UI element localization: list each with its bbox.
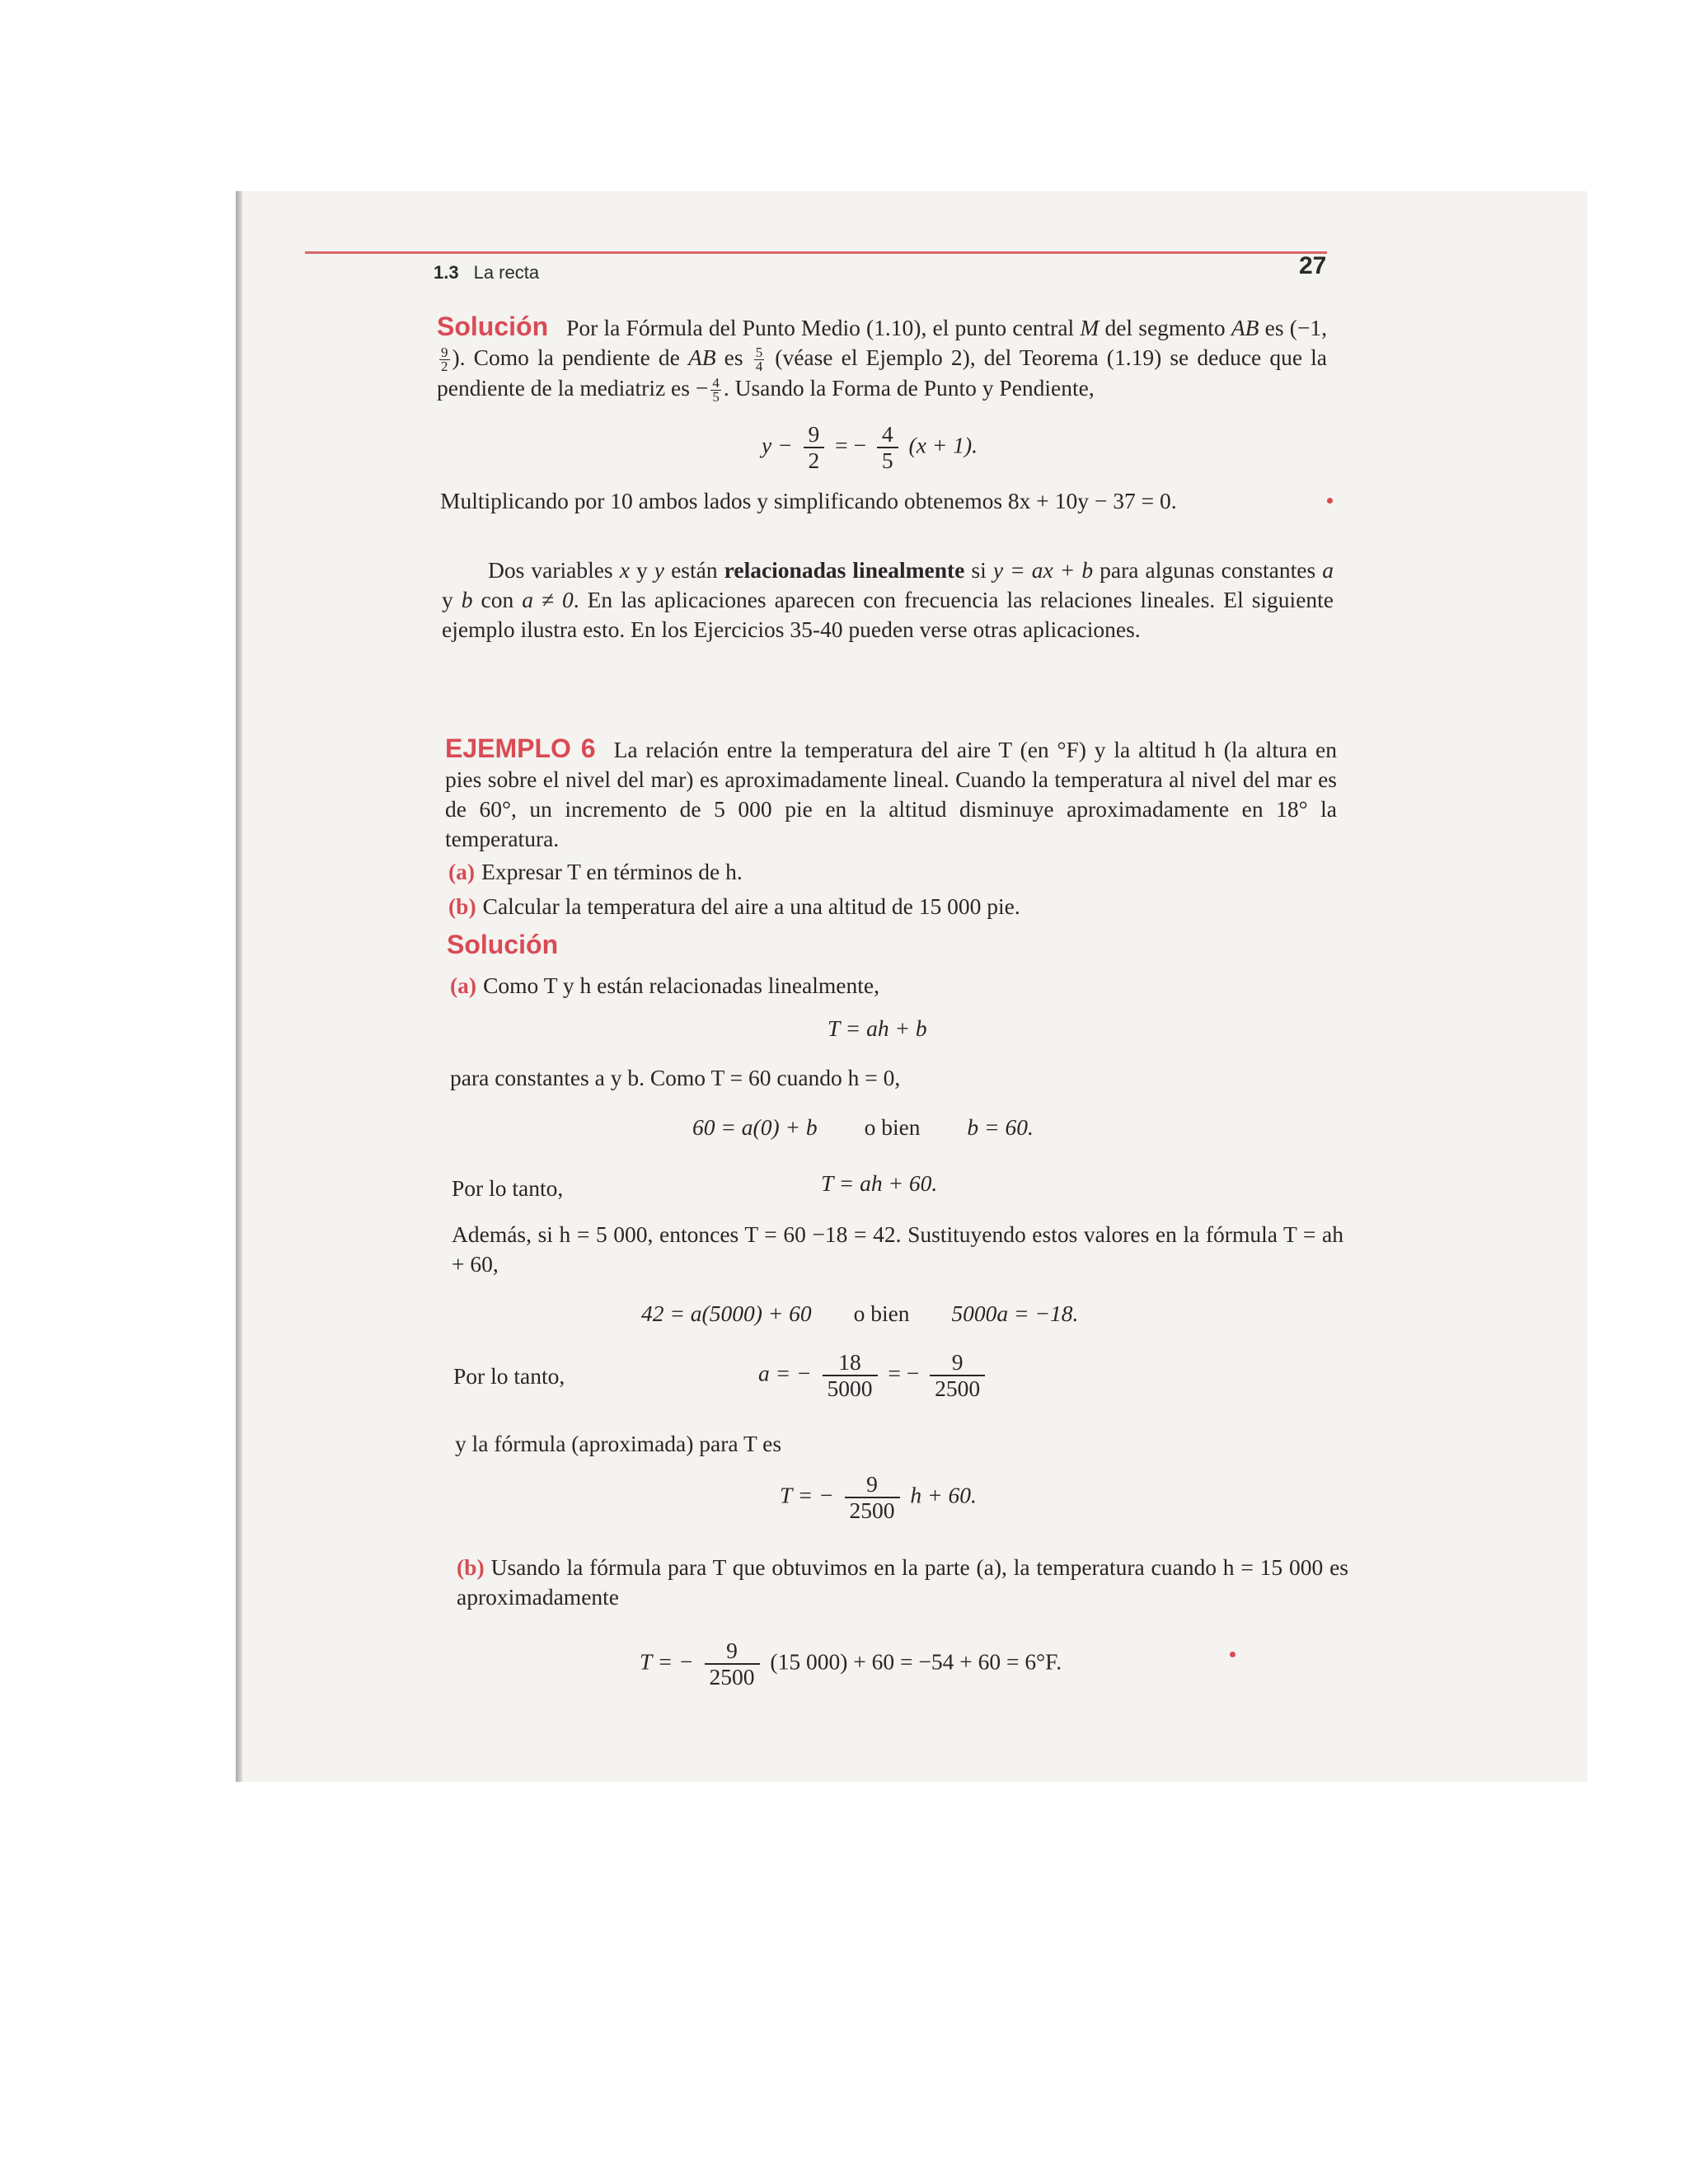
def-text-f: y xyxy=(442,587,462,612)
eq-42-lhs: 42 = a(5000) + 60 xyxy=(641,1301,812,1326)
def-bold-term: relacionadas linealmente xyxy=(724,557,965,583)
eq-42-or: o bien xyxy=(853,1301,910,1326)
eq1-fraction-2 xyxy=(877,422,898,473)
sol2-a-label: (a) xyxy=(450,972,477,998)
eq1-rhs: (x + 1). xyxy=(908,432,978,458)
eq-T xyxy=(821,1169,937,1198)
eq-final-rhs: h + 60. xyxy=(910,1482,977,1508)
eq-a-fraction-2 xyxy=(930,1350,985,1401)
sol2-a-intro-text: Como T y h están relacionadas linealmente, xyxy=(483,972,879,998)
sol1-text-b: del segmento xyxy=(1099,315,1231,340)
eq-42 xyxy=(641,1299,1078,1329)
eq-a-den2: 2500 xyxy=(935,1376,981,1401)
por-lo-tanto-1: Por lo tanto, xyxy=(452,1175,564,1201)
solucion-1-paragraph xyxy=(437,312,1327,404)
perp-den: 5 xyxy=(712,389,720,405)
section-number: 1.3 xyxy=(434,262,459,283)
eq-42-rhs: 5000a = −18. xyxy=(951,1301,1079,1326)
section-title: La recta xyxy=(473,262,540,283)
def-text-g: con xyxy=(472,587,523,612)
def-text-e: para algunas constantes xyxy=(1093,557,1323,583)
eq-b-final-lhs: T = − xyxy=(640,1648,694,1675)
def-text-h: . En las aplicaciones aparecen con frecuencia las relaciones lineales. El siguiente ejemplo ilustra esto. En los Ejercicios 35-40 pueden verse otras aplicaciones. xyxy=(442,587,1334,642)
sol1-text-f: (véase el Ejemplo 2), del Teorema (1.19) se deduce que la pendiente de la mediatriz es − xyxy=(437,344,1327,401)
def-b: b xyxy=(461,587,473,612)
eq-T-text: T = ah + 60. xyxy=(821,1170,938,1196)
eq1-equals: = − xyxy=(835,432,867,458)
eq-b-or: o bien xyxy=(864,1114,921,1140)
solucion-2-label: Solución xyxy=(447,930,559,959)
example-6-paragraph xyxy=(445,733,1337,854)
por-lo-tanto-2: Por lo tanto, xyxy=(453,1363,565,1389)
eq-a-num2: 9 xyxy=(930,1350,985,1376)
def-a: a xyxy=(1322,557,1334,583)
sol1-text-d: ). Como la pendiente de xyxy=(452,344,688,370)
eq-a xyxy=(758,1350,990,1401)
sol1-ab1: AB xyxy=(1231,315,1259,340)
part-a-text: Expresar T en términos de h. xyxy=(481,859,743,884)
eq-final-den: 2500 xyxy=(849,1497,895,1523)
eq-b-final xyxy=(640,1638,1062,1690)
eq1-num: 9 xyxy=(804,422,825,448)
def-text-b: y xyxy=(629,557,654,583)
solucion-2-heading xyxy=(447,930,576,961)
eq1-den-2: 5 xyxy=(881,448,893,473)
eq-b-final-num: 9 xyxy=(705,1638,760,1665)
end-of-solution-bullet xyxy=(1327,498,1333,504)
sol2-b-text: Usando la fórmula para T que obtuvimos en la parte (a), la temperatura cuando h = 15 000 es aproximadamente xyxy=(457,1554,1348,1610)
slope-num: 5 xyxy=(755,344,763,361)
sol1-conclusion: Multiplicando por 10 ambos lados y simplificando obtenemos 8x + 10y − 37 = 0. xyxy=(440,488,1177,513)
eq-a-lhs: a = − xyxy=(758,1360,812,1386)
def-text-c: están xyxy=(664,557,724,583)
def-formula: y = ax + b xyxy=(992,557,1094,583)
eq-b-final-den: 2500 xyxy=(709,1664,755,1690)
end-of-example-bullet xyxy=(1230,1652,1236,1657)
def-cond: a ≠ 0 xyxy=(522,587,574,612)
half-den: 2 xyxy=(441,359,448,375)
def-text-d: si xyxy=(964,557,993,583)
sol1-text-a: Por la Fórmula del Punto Medio (1.10), el punto central xyxy=(566,315,1081,340)
section-header xyxy=(434,262,539,284)
sol2-constants: para constantes a y b. Como T = 60 cuando h = 0, xyxy=(450,1065,901,1090)
eq-b-rhs: b = 60. xyxy=(967,1114,1034,1140)
slope-den: 4 xyxy=(755,359,763,375)
def-text-a: Dos variables xyxy=(488,557,620,583)
part-a-label: (a) xyxy=(448,859,476,884)
sol1-text-e: es xyxy=(715,344,752,370)
sol2-part-b xyxy=(457,1553,1348,1612)
eq-final-num: 9 xyxy=(845,1472,900,1498)
eq1-num-2: 4 xyxy=(877,422,898,448)
example-part-b xyxy=(448,892,1020,921)
eq-linear xyxy=(828,1014,927,1043)
half-num: 9 xyxy=(441,344,448,361)
eq1-lhs: y − xyxy=(762,432,793,458)
eq-final-lhs: T = − xyxy=(780,1482,834,1508)
eq-a-mid: = − xyxy=(888,1360,920,1386)
eq-a-num1: 18 xyxy=(823,1350,878,1376)
formula-intro: y la fórmula (aproximada) para T es xyxy=(455,1431,782,1456)
eq-a-fraction-1 xyxy=(823,1350,878,1401)
def-y: y xyxy=(654,557,665,583)
eq-b-final-rhs: (15 000) + 60 = −54 + 60 = 6°F. xyxy=(770,1648,1062,1675)
eq-b-final-fraction xyxy=(705,1638,760,1690)
example-label: EJEMPLO 6 xyxy=(445,733,596,763)
part-b-text: Calcular la temperatura del aire a una altitud de 15 000 pie. xyxy=(482,893,1020,919)
page-number: 27 xyxy=(1299,252,1327,279)
eq-final xyxy=(780,1472,977,1523)
eq-a-den1: 5000 xyxy=(827,1376,873,1401)
definition-paragraph xyxy=(442,555,1334,644)
def-x: x xyxy=(619,557,630,583)
slope-fraction xyxy=(754,346,765,373)
eq1-fraction xyxy=(804,422,825,473)
eq-b xyxy=(692,1113,1034,1142)
perp-num: 4 xyxy=(712,375,720,391)
eq1-den: 2 xyxy=(808,448,820,473)
sol1-m: M xyxy=(1080,315,1100,340)
sol1-text-c: es (−1, xyxy=(1259,315,1327,340)
sol2-part-a-intro xyxy=(450,971,879,1001)
eq-linear-text: T = ah + b xyxy=(828,1015,927,1041)
sol1-ab2: AB xyxy=(687,344,716,370)
example-part-a xyxy=(448,857,743,887)
sol2-ademas: Además, si h = 5 000, entonces T = 60 −18 = 42. Sustituyendo estos valores en la fórmula T = ah + 60, xyxy=(452,1221,1343,1277)
eq-final-fraction xyxy=(845,1472,900,1523)
sol2-b-label: (b) xyxy=(457,1554,485,1580)
header-rule xyxy=(305,251,1327,254)
sol1-text-g: . Usando la Forma de Punto y Pendiente, xyxy=(723,375,1095,401)
eq-b-lhs: 60 = a(0) + b xyxy=(692,1114,818,1140)
solucion-1-label: Solución xyxy=(437,312,549,341)
perp-fraction xyxy=(710,377,721,404)
half-fraction xyxy=(439,346,450,373)
part-b-label: (b) xyxy=(448,893,476,919)
equation-point-slope xyxy=(762,422,978,473)
example-text: La relación entre la temperatura del aire T (en °F) y la altitud h (la altura en pies sobre el nivel del mar) es aproximadamente lineal. Cuando la temperatura al nivel del mar es de 60°, un incremento de 5 000 pie en la altitud disminuye aproximadamente en 18° la temperatura. xyxy=(445,737,1337,851)
